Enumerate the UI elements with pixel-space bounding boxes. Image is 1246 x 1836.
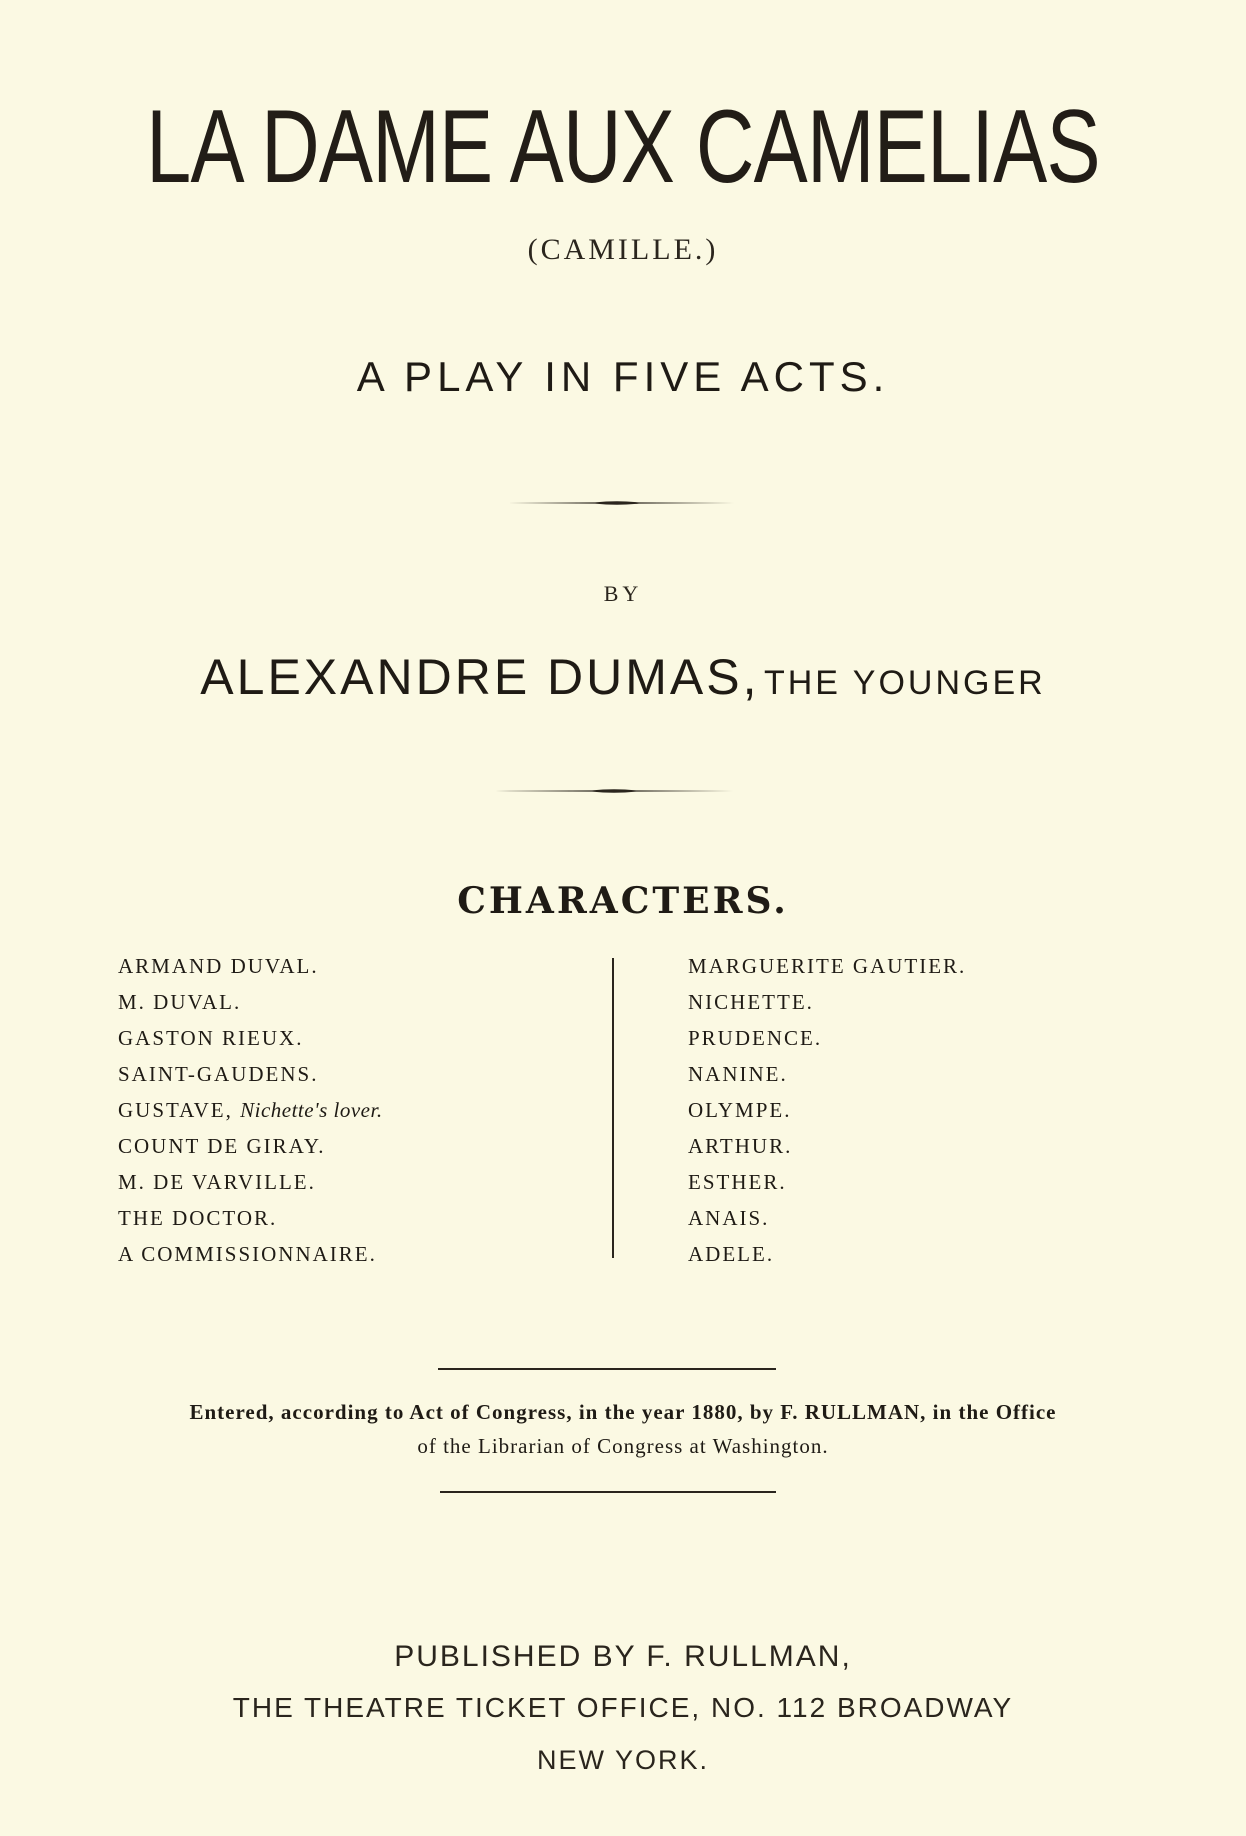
character-name: SAINT-GAUDENS. [118,1062,319,1086]
character-note: Nichette's lover. [240,1098,383,1122]
character-name: THE DOCTOR. [118,1206,278,1230]
characters-list-right [688,948,966,1272]
character-item [118,1164,383,1200]
character-name: COUNT DE GIRAY. [118,1134,326,1158]
rule-below-copyright [440,1491,776,1493]
character-name: A COMMISSIONNAIRE. [118,1242,377,1266]
author-name: ALEXANDRE DUMAS, [200,649,760,705]
character-item: ANAIS. [688,1206,770,1230]
copyright-line-1: Entered, according to Act of Congress, in the year 1880, by F. RULLMAN, in the Office [189,1400,1057,1424]
character-item [118,1092,383,1128]
publisher-line-3: NEW YORK. [536,1745,710,1775]
character-item [118,1056,383,1092]
publisher-line-1: PUBLISHED BY F. RULLMAN, [394,1640,852,1673]
author-line [0,648,1246,706]
by-label: BY [603,581,643,606]
rule-above-copyright [438,1368,776,1370]
copyright-line-2: of the Librarian of Congress at Washington. [417,1434,829,1458]
character-item [118,1020,383,1056]
characters-list-left [118,948,383,1272]
character-item: ESTHER. [688,1170,787,1194]
character-name: GUSTAVE, [118,1098,233,1122]
ornament-rule-top [500,500,734,506]
characters-heading: CHARACTERS. [457,880,789,922]
ornament-rule-middle [495,788,733,794]
author-suffix: THE YOUNGER [763,664,1046,702]
character-item: OLYMPE. [688,1098,792,1122]
play-subtitle: (CAMILLE.) [527,233,719,266]
play-description: A PLAY IN FIVE ACTS. [356,353,890,400]
character-name: M. DE VARVILLE. [118,1170,316,1194]
column-divider [612,958,614,1258]
character-item [118,948,383,984]
character-item: MARGUERITE GAUTIER. [688,954,967,978]
play-title: LA DAME AUX CAMELIAS [146,89,1100,205]
publisher-line-2: THE THEATRE TICKET OFFICE, NO. 112 BROADWAY [232,1692,1014,1723]
character-item [118,1200,383,1236]
character-item [118,1236,383,1272]
character-name: M. DUVAL. [118,990,242,1014]
character-item: NANINE. [688,1062,788,1086]
character-item: ADELE. [688,1242,775,1266]
character-item: NICHETTE. [688,990,814,1014]
character-item: PRUDENCE. [688,1026,823,1050]
character-name: ARMAND DUVAL. [118,954,319,978]
character-item [118,984,383,1020]
character-name: GASTON RIEUX. [118,1026,304,1050]
copyright-notice [0,1395,1246,1463]
character-item [118,1128,383,1164]
character-item: ARTHUR. [688,1134,793,1158]
